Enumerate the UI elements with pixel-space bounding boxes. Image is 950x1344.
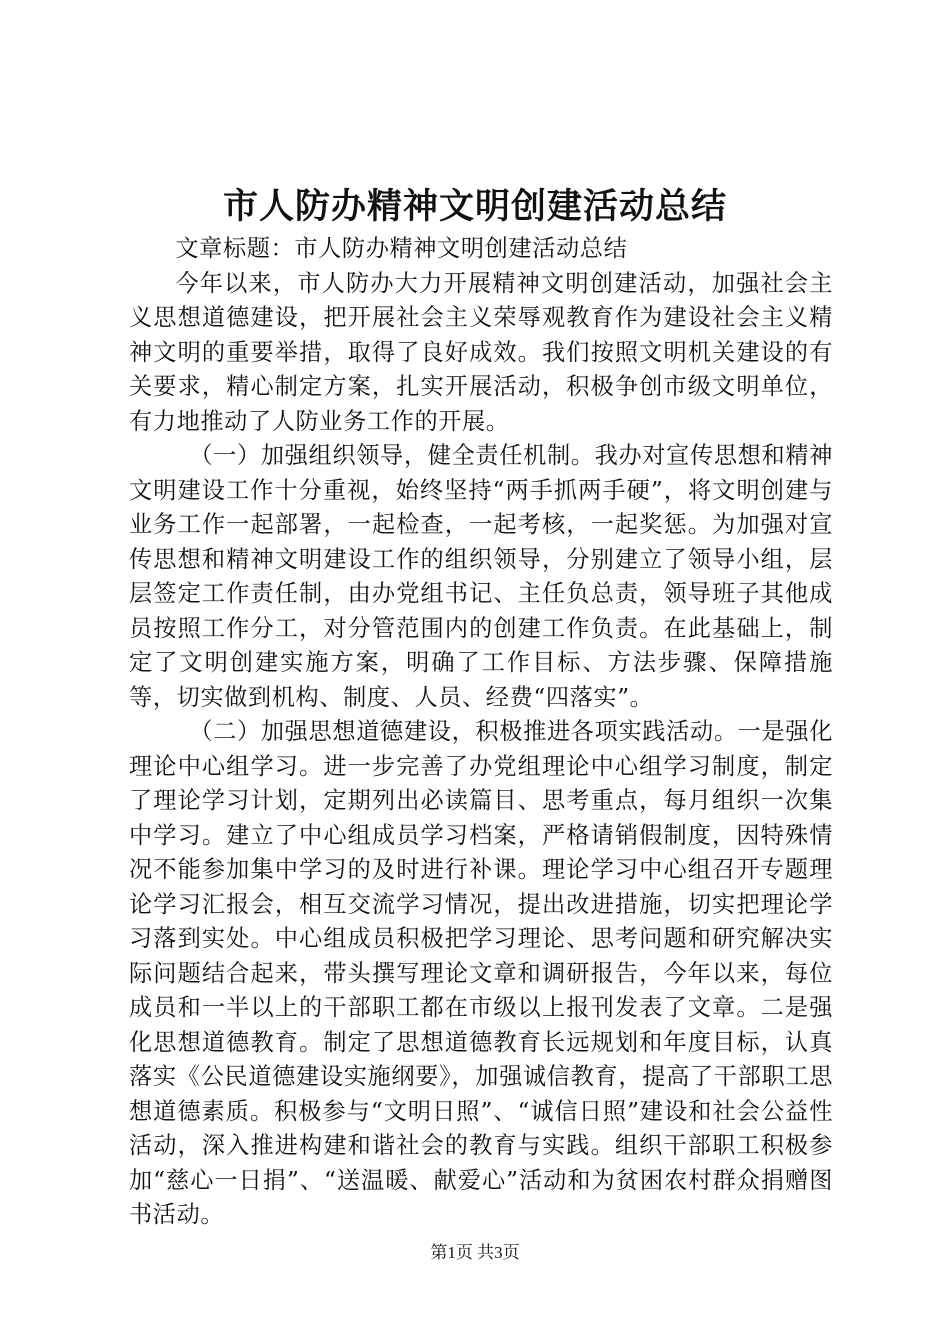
page-number-footer: 第1页 共3页 — [430, 1243, 520, 1262]
intro-paragraph: 今年以来，市人防办大力开展精神文明创建活动，加强社会主义思想道德建设，把开展社会主义荣辱观教育作为建设社会主义精神文明的重要举措，取得了良好成效。我们按照文明机关建设的有关要求，精心制定方案，扎实开展活动，积极争创市级文明单位，有力地推动了人防业务工作的开展。 — [129, 269, 833, 435]
document-body — [129, 232, 833, 1233]
section-one-paragraph: （一）加强组织领导，健全责任机制。我办对宣传思想和精神文明建设工作十分重视，始终坚持“两手抓两手硬”，将文明创建与业务工作一起部署，一起检查，一起考核，一起奖惩。为加强对宣传思想和精神文明建设工作的组织领导，分别建立了领导小组，层层签定工作责任制，由办党组书记、主任负总责，领导班子其他成员按照工作分工，对分管范围内的创建工作负责。在此基础上，制定了文明创建实施方案，明确了工作目标、方法步骤、保障措施等，切实做到机构、制度、人员、经费“四落实”。 — [129, 442, 833, 711]
document-title: 市人防办精神文明创建活动总结 — [222, 187, 727, 227]
section-two-paragraph: （二）加强思想道德建设，积极推进各项实践活动。一是强化理论中心组学习。进一步完善了办党组理论中心组学习制度，制定了理论学习计划，定期列出必读篇目、思考重点，每月组织一次集中学习。建立了中心组成员学习档案，严格请销假制度，因特殊情况不能参加集中学习的及时进行补课。理论学习中心组召开专题理论学习汇报会，相互交流学习情况，提出改进措施，切实把理论学习落到实处。中心组成员积极把学习理论、思考问题和研究解决实际问题结合起来，带头撰写理论文章和调研报告，今年以来，每位成员和一半以上的干部职工都在市级以上报刊发表了文章。二是强化思想道德教育。制定了思想道德教育长远规划和年度目标，认真落实《公民道德建设实施纲要》，加强诚信教育，提高了干部职工思想道德素质。积极参与“文明日照”、“诚信日照”建设和社会公益性活动，深入推进构建和谐社会的教育与实践。组织干部职工积极参加“慈心一日捐”、“送温暖、献爱心”活动和为贫困农村群众捐赠图书活动。 — [129, 718, 833, 1228]
article-title-line: 文章标题：市人防办精神文明创建活动总结 — [175, 235, 628, 262]
